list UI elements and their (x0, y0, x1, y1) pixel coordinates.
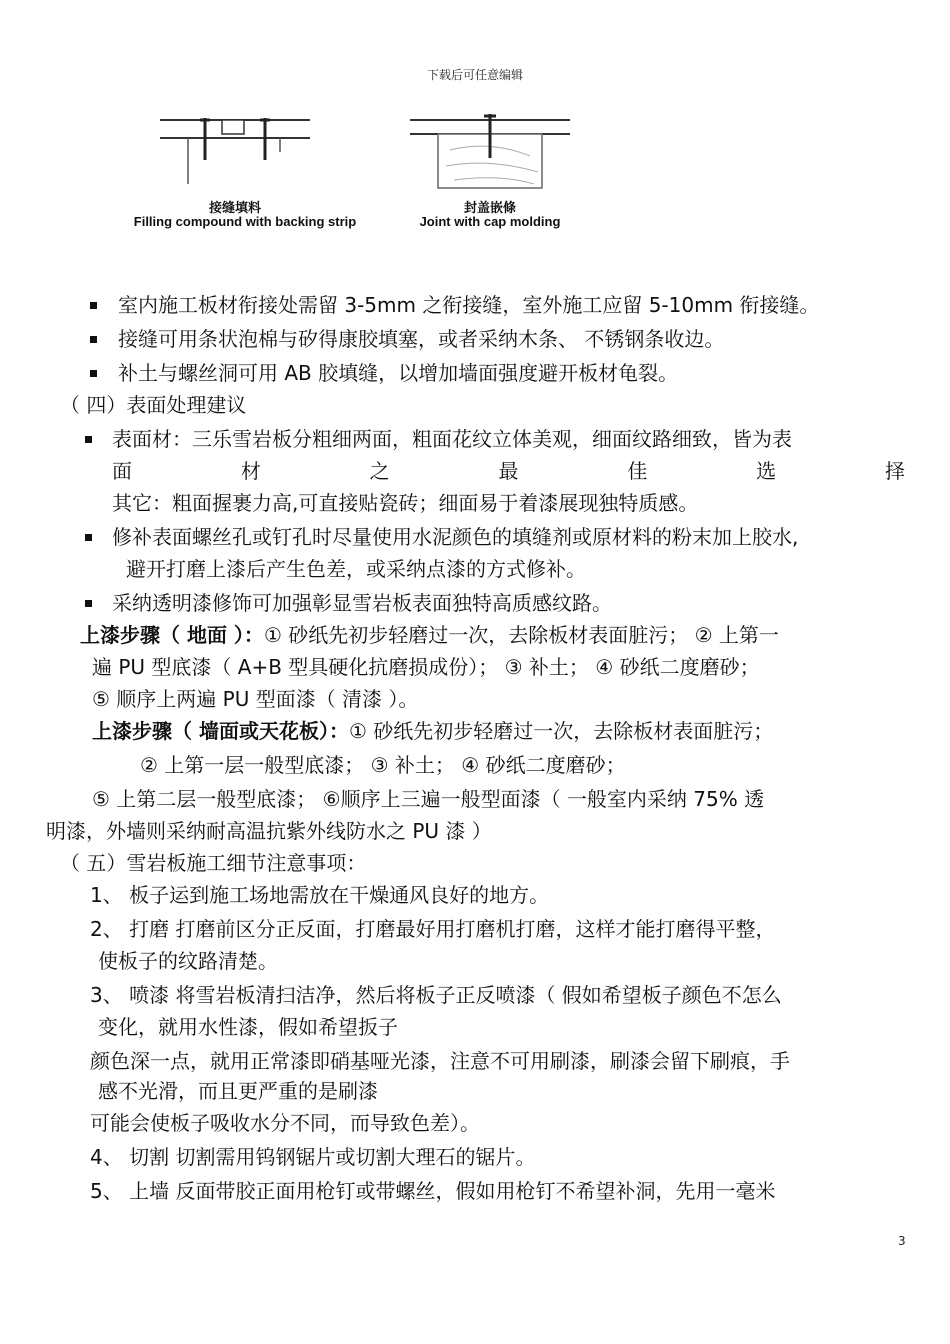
section5-item2-line1: 2、 打磨 打磨前区分正反面，打磨最好用打磨机打磨，这样才能打磨得平整， (90, 917, 776, 941)
right-caption-en: Joint with cap molding (419, 214, 561, 229)
section4-item1-line1: 表面材：三乐雪岩板分粗细两面，粗面花纹立体美观，细面纹路细致，皆为表 (112, 427, 792, 451)
wall-steps-line1 (92, 718, 773, 744)
section5-item3-line5: 可能会使板子吸收水分不同，而导致色差）。 (90, 1111, 480, 1135)
bullet (85, 600, 92, 607)
bullet (85, 534, 92, 541)
section5-item3-line2: 变化，就用水性漆，假如希望扳子 (98, 1015, 398, 1039)
section5-item3-line4: 感不光滑，而且更严重的是刷漆 (98, 1079, 378, 1103)
left-caption-cn: 接缝填料 (208, 200, 261, 215)
cap-molding-joint-diagram (410, 110, 570, 190)
section4-item2-line1: 修补表面螺丝孔或钉孔时尽量使用水泥颜色的填缝剂或原材料的粉末加上胶水, (112, 525, 799, 549)
bullet (90, 370, 97, 377)
section5-title: （ 五）雪岩板施工细节注意事项： (60, 851, 367, 875)
floor-steps-line3: ⑤ 顺序上两遍 PU 型面漆（ 清漆 ）。 (92, 687, 419, 711)
section4-title: （ 四）表面处理建议 (60, 393, 247, 417)
floor-steps-label: 上漆步骤（ 地面 ）： (80, 623, 264, 647)
section5-item1: 1、 板子运到施工场地需放在干燥通风良好的地方。 (90, 883, 550, 907)
floor-steps-line1 (80, 622, 779, 648)
section5-item3-line3: 颜色深一点，就用正常漆即硝基哑光漆，注意不可用刷漆，刷漆会留下刷痕，手 (90, 1049, 790, 1073)
floor-steps-text: ① 砂纸先初步轻磨过一次，去除板材表面脏污； ② 上第一 (263, 623, 779, 647)
char: 最 (498, 459, 519, 483)
char: 选 (756, 459, 777, 483)
wall-steps-text: ① 砂纸先初步轻磨过一次，去除板材表面脏污； (348, 719, 774, 743)
char: 佳 (627, 459, 648, 483)
section4-item1-line2 (112, 458, 905, 484)
backing-strip-joint-diagram (160, 112, 310, 192)
left-caption-en: Filling compound with backing strip (133, 214, 357, 229)
right-caption-cn: 封盖嵌條 (463, 200, 516, 215)
char: 材 (240, 459, 261, 483)
page-header: 下载后可任意编辑 (426, 68, 523, 82)
joint-item-2: 接缝可用条状泡棉与矽得康胶填塞，或者采纳木条、 不锈钢条收边。 (118, 327, 725, 351)
wall-steps-line2: ② 上第一层一般型底漆； ③ 补土； ④ 砂纸二度磨砂； (140, 753, 626, 777)
section4-item1-line3: 其它：粗面握裹力高,可直接贴瓷砖；细面易于着漆展现独特质感。 (112, 491, 699, 515)
page-number: 3 (898, 1234, 906, 1248)
joint-item-1: 室内施工板材衔接处需留 3-5mm 之衔接缝，室外施工应留 5-10mm 衔接缝。 (118, 293, 820, 317)
wall-steps-line4: 明漆，外墙则采纳耐高温抗紫外线防水之 PU 漆 ） (46, 819, 492, 843)
bullet (90, 336, 97, 343)
joint-item-3: 补土与螺丝洞可用 AB 胶填缝，以增加墙面强度避开板材龟裂。 (118, 361, 679, 385)
char: 之 (369, 459, 390, 483)
section5-item3-line1: 3、 喷漆 将雪岩板清扫洁净，然后将板子正反喷漆（ 假如希望板子颜色不怎么 (90, 983, 782, 1007)
wall-steps-line3: ⑤ 上第二层一般型底漆； ⑥顺序上三遍一般型面漆（ 一般室内采纳 75% 透 (92, 787, 765, 811)
bullet (90, 302, 97, 309)
char: 择 (884, 459, 905, 483)
section5-item5: 5、 上墙 反面带胶正面用枪钉或带螺丝，假如用枪钉不希望补洞，先用一毫米 (90, 1179, 776, 1203)
char: 面 (112, 459, 132, 483)
wall-steps-label: 上漆步骤（ 墙面或天花板）： (92, 719, 349, 743)
section4-item3: 采纳透明漆修饰可加强彰显雪岩板表面独特高质感纹路。 (112, 591, 612, 615)
section5-item2-line2: 使板子的纹路清楚。 (98, 949, 278, 973)
floor-steps-line2: 遍 PU 型底漆（ A+B 型具硬化抗磨损成份）； ③ 补土； ④ 砂纸二度磨砂； (92, 655, 760, 679)
bullet (85, 436, 92, 443)
section5-item4: 4、 切割 切割需用钨钢锯片或切割大理石的锯片。 (90, 1145, 536, 1169)
section4-item2-line2: 避开打磨上漆后产生色差，或采纳点漆的方式修补。 (126, 557, 586, 581)
